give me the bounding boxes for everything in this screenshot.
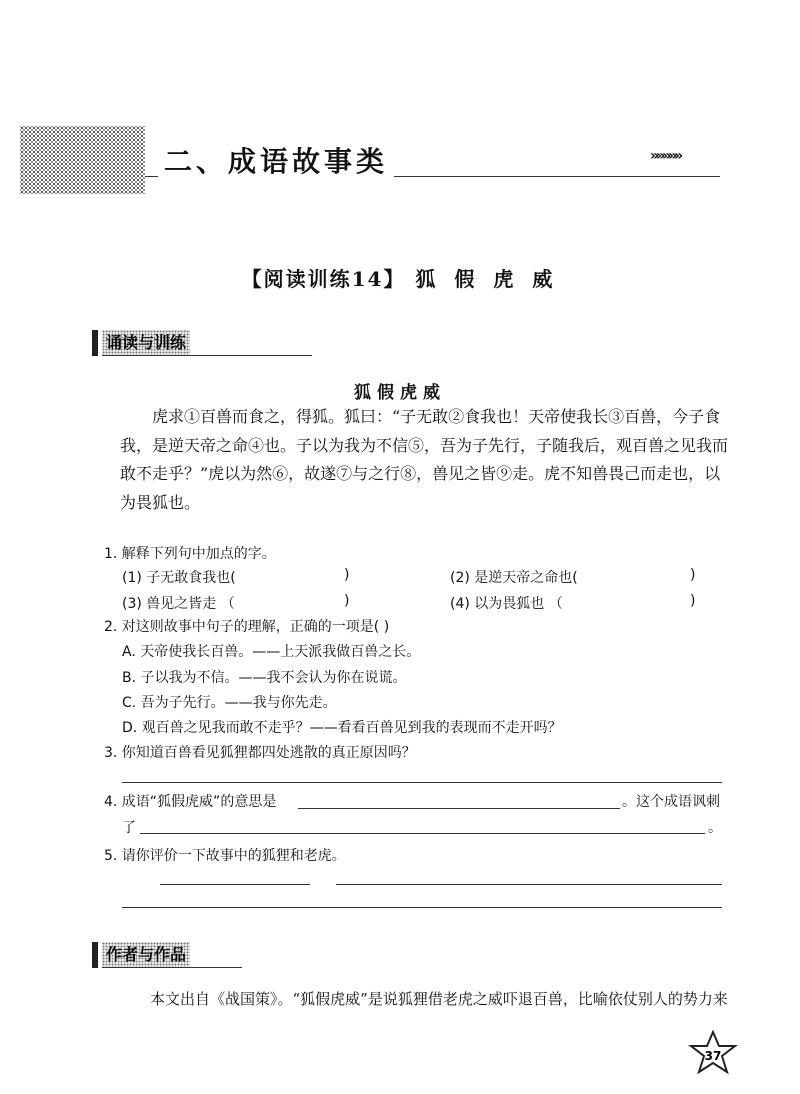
question-4-part2: 。这个成语讽刺 bbox=[622, 794, 720, 810]
q2-option-b: B. 子以我为不信。——我不会认为你在说谎。 bbox=[122, 670, 407, 686]
section-title: 二、成语故事类 bbox=[158, 140, 394, 180]
q3-answer-line[interactable] bbox=[122, 782, 722, 783]
q5-answer-line-1a[interactable] bbox=[160, 884, 310, 885]
q4-satire-line[interactable] bbox=[140, 833, 705, 834]
q1-item-3: (3) 兽见之皆走 （ bbox=[122, 596, 235, 612]
q2-option-a: A. 天帝使我长百兽。——上天派我做百兽之长。 bbox=[122, 644, 421, 660]
question-4-end: 。 bbox=[708, 820, 722, 836]
question-4-part3: 了 bbox=[122, 820, 136, 836]
question-4-part1: 4. 成语“狐假虎威”的意思是 bbox=[104, 794, 277, 810]
q1-item-2: (2) 是逆天帝之命也( bbox=[450, 570, 578, 586]
author-works-tag bbox=[92, 942, 322, 968]
tag-label: 作者与作品 bbox=[102, 942, 190, 968]
section-header bbox=[0, 118, 800, 198]
q1-item-3-close: ) bbox=[344, 593, 350, 609]
lesson-name: 狐 假 虎 威 bbox=[415, 267, 559, 291]
passage-text: 虎求①百兽而食之，得狐。狐曰：“子无敢②食我也！天帝使我长③百兽，今子食我，是逆天帝之命④也。子以为我为不信⑤，吾为子先行，子随我后，观百兽之见我而敢不走乎？”虎以为然⑥，故遂⑦与之行⑧，兽见之皆⑨走。虎不知兽畏己而走也，以为畏狐也。 bbox=[120, 407, 729, 512]
q1-item-4-close: ) bbox=[690, 593, 696, 609]
q2-option-d: D. 观百兽之见我而敢不走乎？——看看百兽见到我的表现而不走开吗？ bbox=[122, 720, 562, 736]
question-2-stem: 2. 对这则故事中句子的理解，正确的一项是( ) bbox=[104, 619, 390, 635]
tag-underline bbox=[102, 355, 312, 356]
q5-answer-line-1b[interactable] bbox=[336, 884, 722, 885]
decorative-dot-pattern bbox=[20, 126, 145, 194]
passage-body bbox=[120, 403, 730, 517]
passage-title: 狐假虎威 bbox=[354, 383, 446, 403]
q1-item-1: (1) 子无敢食我也( bbox=[122, 570, 236, 586]
arrows-icon: »»»»» bbox=[650, 148, 681, 164]
question-1-stem: 1. 解释下列句中加点的字。 bbox=[104, 546, 276, 562]
q1-item-2-close: ) bbox=[690, 567, 696, 583]
q1-item-1-close: ) bbox=[344, 567, 350, 583]
reading-training-tag bbox=[92, 330, 322, 356]
question-5-stem: 5. 请你评价一下故事中的狐狸和老虎。 bbox=[104, 848, 346, 864]
page-number-badge bbox=[688, 1030, 738, 1080]
page-number: 37 bbox=[704, 1049, 722, 1063]
question-3-stem: 3. 你知道百兽看见狐狸都四处逃散的真正原因吗？ bbox=[104, 745, 416, 761]
author-intro-text: 本文出自《战国策》。“狐假虎威”是说狐狸借老虎之威吓退百兽，比喻依仗别人的势力来 bbox=[150, 990, 728, 1008]
q2-option-c: C. 吾为子先行。——我与你先走。 bbox=[122, 695, 337, 711]
tag-underline bbox=[102, 967, 242, 968]
q5-answer-line-2[interactable] bbox=[122, 907, 722, 908]
lesson-title bbox=[0, 263, 800, 292]
tag-bar bbox=[92, 942, 98, 968]
star-icon bbox=[688, 1030, 738, 1080]
tag-bar bbox=[92, 330, 98, 356]
lesson-label: 【阅读训练14】 bbox=[241, 267, 406, 291]
tag-label: 诵读与训练 bbox=[102, 330, 190, 356]
q4-meaning-line[interactable] bbox=[298, 808, 620, 809]
q1-item-4: (4) 以为畏狐也 （ bbox=[450, 596, 563, 612]
